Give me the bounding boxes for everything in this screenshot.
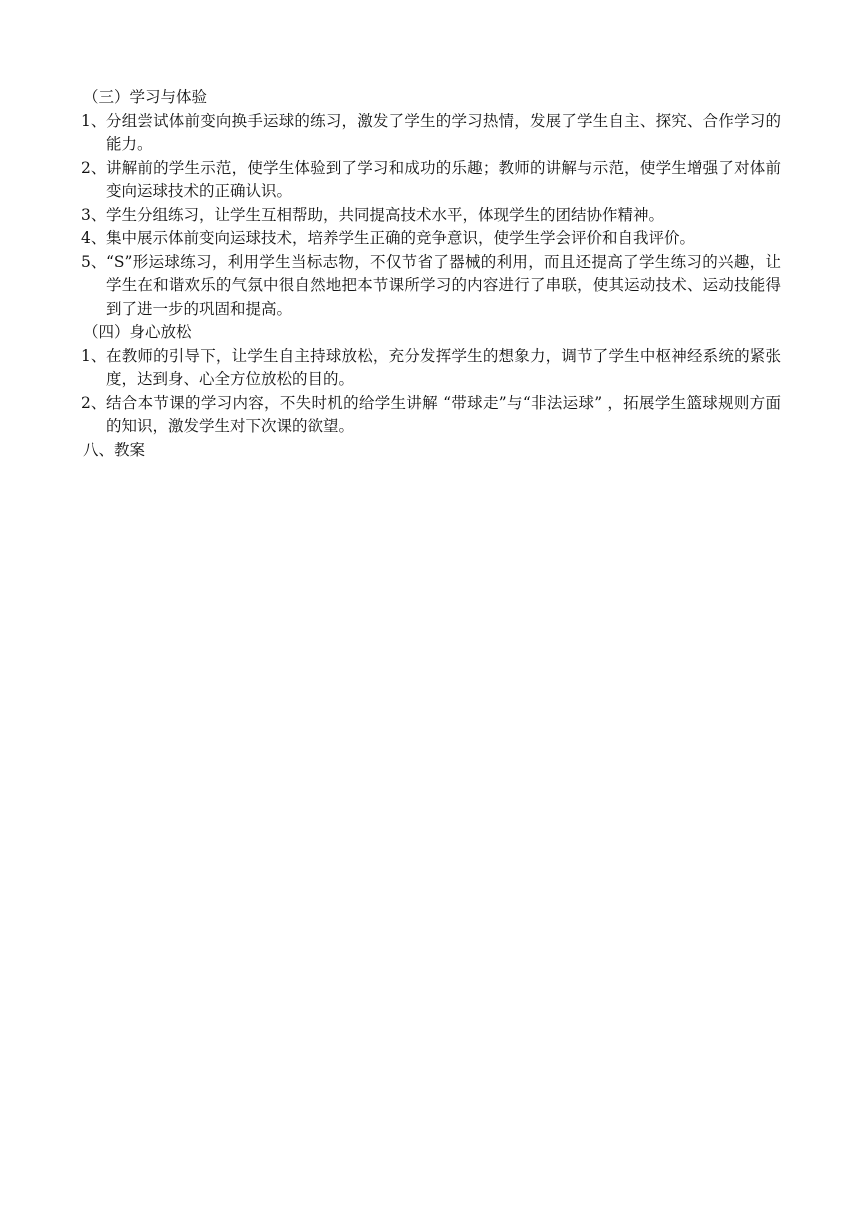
item-text: 分组尝试体前变向换手运球的练习，激发了学生的学习热情，发展了学生自主、探究、合作学习的能力。 <box>106 111 781 153</box>
item-number: 3、 <box>81 205 107 224</box>
list-item <box>81 345 781 392</box>
list-item <box>81 392 781 439</box>
item-text: 讲解前的学生示范，使学生体验到了学习和成功的乐趣；教师的讲解与示范，使学生增强了对体前变向运球技术的正确认识。 <box>106 158 781 200</box>
section-heading: （三）学习与体验 <box>83 88 208 106</box>
section-relaxation <box>81 321 781 439</box>
item-text: “S”形运球练习，利用学生当标志物，不仅节省了器械的利用，而且还提高了学生练习的兴趣，让学生在和谐欢乐的气氛中很自然地把本节课所学习的内容进行了串联，使其运动技术、运动技能得到了进一步的巩固和提高。 <box>106 252 781 318</box>
section-study-experience <box>81 86 781 321</box>
list-item <box>81 157 781 204</box>
item-text: 结合本节课的学习内容，不失时机的给学生讲解 “带球走”与“非法运球” ，拓展学生篮球规则方面的知识，激发学生对下次课的欲望。 <box>106 393 781 435</box>
document-body <box>81 86 781 462</box>
item-number: 5、 <box>81 252 107 271</box>
item-number: 1、 <box>81 111 107 130</box>
item-text: 学生分组练习，让学生互相帮助，共同提高技术水平，体现学生的团结协作精神。 <box>106 205 665 224</box>
list-item <box>81 204 781 228</box>
closing-heading: 八、教案 <box>83 440 146 459</box>
section-heading: （四）身心放松 <box>83 323 192 341</box>
item-number: 4、 <box>81 229 107 247</box>
list-item <box>81 251 781 322</box>
list-item <box>81 227 781 251</box>
item-number: 1、 <box>81 346 107 365</box>
item-text: 集中展示体前变向运球技术，培养学生正确的竞争意识，使学生学会评价和自我评价。 <box>106 229 696 247</box>
item-number: 2、 <box>81 158 107 177</box>
item-text: 在教师的引导下，让学生自主持球放松，充分发挥学生的想象力，调节了学生中枢神经系统的紧张度，达到身、心全方位放松的目的。 <box>106 346 781 388</box>
list-item <box>81 110 781 157</box>
item-number: 2、 <box>81 393 107 412</box>
